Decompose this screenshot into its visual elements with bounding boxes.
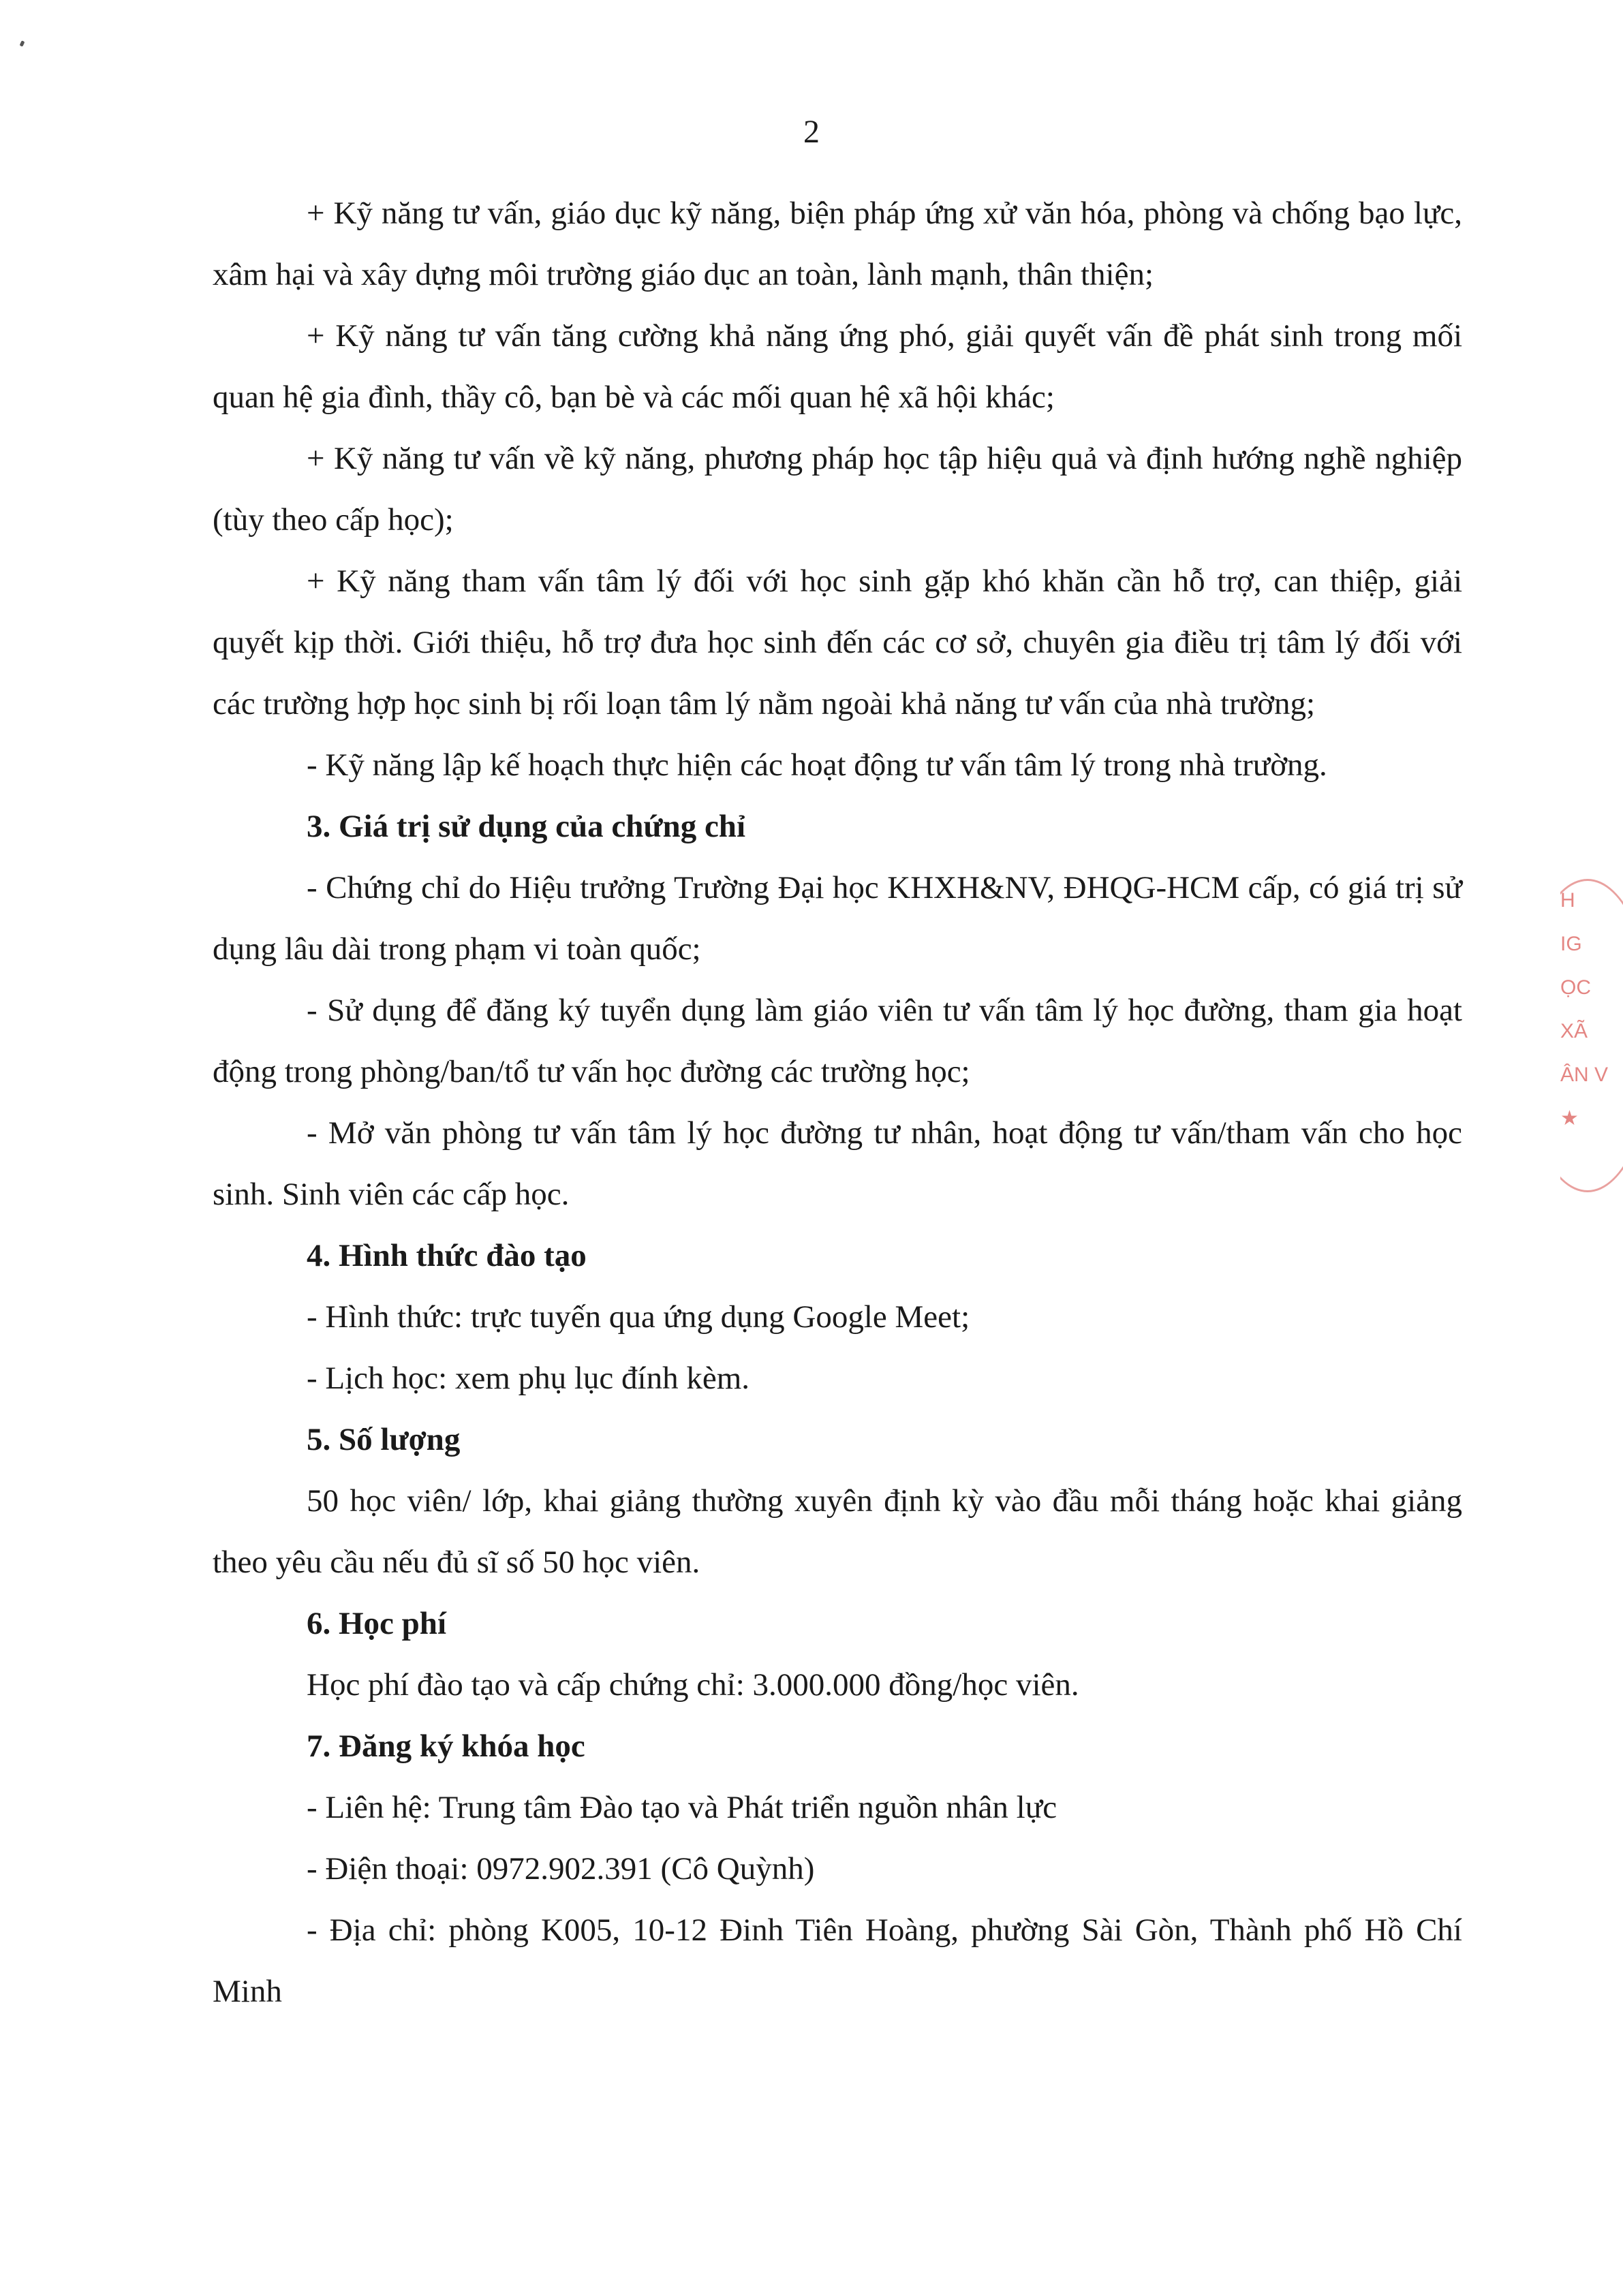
- stamp-text-4: XÃ: [1560, 1020, 1588, 1042]
- stamp-star-icon: ★: [1560, 1107, 1579, 1130]
- paragraph-skill-psych-intervention: + Kỹ năng tham vấn tâm lý đối với học sinh gặp khó khăn cần hỗ trợ, can thiệp, giải quyết kịp thời. Giới thiệu, hỗ trợ đưa học sinh đến các cơ sở, chuyên gia điều trị tâm lý đối với các trường hợp học sinh bị rối loạn tâm lý nằm ngoài khả năng tư vấn của nhà trường;: [213, 563, 1462, 722]
- heading-training-format: 4. Hình thức đào tạo: [307, 1238, 587, 1273]
- paragraph-certificate-recruitment: - Sử dụng để đăng ký tuyển dụng làm giáo viên tư vấn tâm lý học đường, tham gia hoạt động trong phòng/ban/tổ tư vấn học đường các trường học;: [213, 993, 1462, 1089]
- paragraph-skill-counseling-violence: + Kỹ năng tư vấn, giáo dục kỹ năng, biện pháp ứng xử văn hóa, phòng và chống bạo lực, xâm hại và xây dựng môi trường giáo dục an toàn, lành mạnh, thân thiện;: [213, 196, 1462, 292]
- red-seal-stamp-fragment: [1560, 879, 1623, 1192]
- heading-registration: 7. Đăng ký khóa học: [307, 1728, 585, 1764]
- paragraph-phone: - Điện thoại: 0972.902.391 (Cô Quỳnh): [307, 1851, 815, 1887]
- paragraph-schedule: - Lịch học: xem phụ lục đính kèm.: [307, 1361, 750, 1396]
- paragraph-skill-coping: + Kỹ năng tư vấn tăng cường khả năng ứng phó, giải quyết vấn đề phát sinh trong mối quan hệ gia đình, thầy cô, bạn bè và các mối quan hệ xã hội khác;: [213, 318, 1462, 415]
- scan-speck: [20, 40, 25, 46]
- stamp-text-1: H: [1560, 889, 1575, 912]
- paragraph-skill-planning: - Kỹ năng lập kế hoạch thực hiện các hoạt động tư vấn tâm lý trong nhà trường.: [307, 747, 1327, 783]
- paragraph-address: - Địa chỉ: phòng K005, 10-12 Đinh Tiên Hoàng, phường Sài Gòn, Thành phố Hồ Chí Minh: [213, 1912, 1462, 2009]
- paragraph-tuition: Học phí đào tạo và cấp chứng chỉ: 3.000.000 đồng/học viên.: [307, 1667, 1079, 1703]
- stamp-text-3: ỌC: [1560, 976, 1591, 999]
- stamp-text-2: IG: [1560, 933, 1582, 955]
- paragraph-certificate-issuer: - Chứng chỉ do Hiệu trưởng Trường Đại học KHXH&NV, ĐHQG-HCM cấp, có giá trị sử dụng lâu dài trong phạm vi toàn quốc;: [213, 870, 1462, 967]
- paragraph-contact: - Liên hệ: Trung tâm Đào tạo và Phát triển nguồn nhân lực: [307, 1790, 1057, 1825]
- heading-certificate-value: 3. Giá trị sử dụng của chứng chỉ: [307, 809, 746, 844]
- page-number: 2: [803, 114, 820, 150]
- heading-quantity: 5. Số lượng: [307, 1422, 461, 1457]
- document-body: [213, 183, 1462, 2022]
- stamp-border: [1560, 879, 1623, 1192]
- paragraph-format-online: - Hình thức: trực tuyến qua ứng dụng Google Meet;: [307, 1299, 970, 1335]
- paragraph-certificate-private-office: - Mở văn phòng tư vấn tâm lý học đường tư nhân, hoạt động tư vấn/tham vấn cho học sinh. Sinh viên các cấp học.: [213, 1115, 1462, 1212]
- stamp-text-5: ÂN V: [1560, 1064, 1609, 1086]
- paragraph-quantity: 50 học viên/ lớp, khai giảng thường xuyên định kỳ vào đầu mỗi tháng hoặc khai giảng theo yêu cầu nếu đủ sĩ số 50 học viên.: [213, 1483, 1462, 1580]
- paragraph-skill-study-career: + Kỹ năng tư vấn về kỹ năng, phương pháp học tập hiệu quả và định hướng nghề nghiệp (tùy theo cấp học);: [213, 441, 1462, 538]
- heading-tuition: 6. Học phí: [307, 1606, 447, 1641]
